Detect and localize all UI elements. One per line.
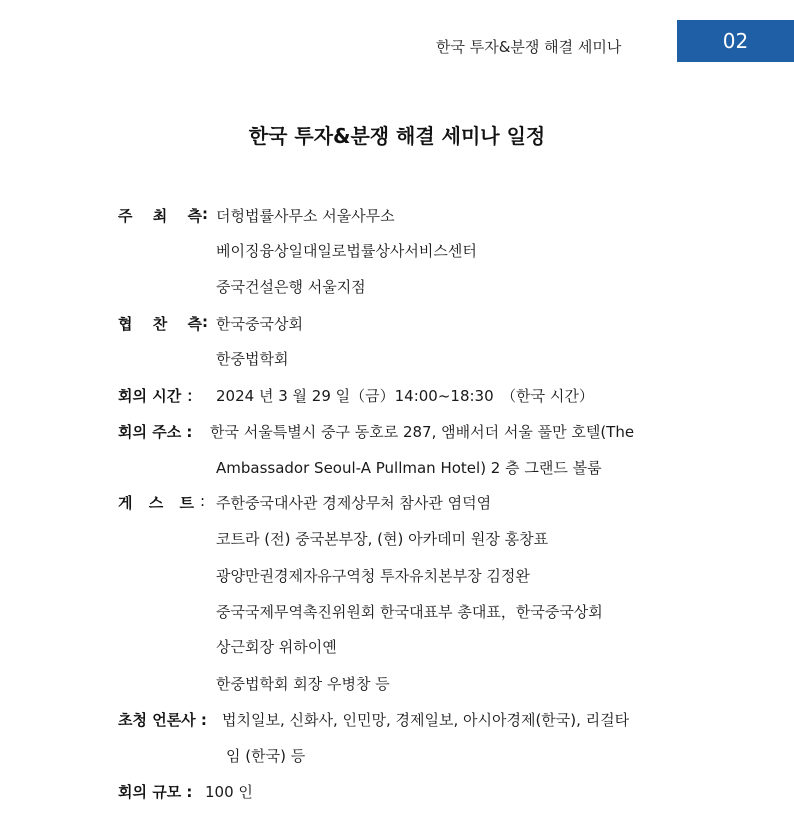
guests-label-char-2: 스 [148,494,164,512]
guest-line-2: 코트라 (전) 중국본부장, (현) 아카데미 원장 홍창표 [216,530,549,548]
host-label [118,205,202,226]
sponsor-label [118,313,202,334]
guest-line-6: 한중법학회 회장 우병창 등 [216,675,390,693]
guest-line-3: 광양만권경제자유구역청 투자유치본부장 김정완 [216,567,530,585]
guest-line-1: 주한중국대사관 경제상무처 참사관 염덕염 [216,494,492,512]
sponsor-label-char-2: 찬 [152,315,168,333]
address-line-1: 한국 서울특별시 중구 동호로 287, 앰배서더 서울 풀만 호텔(The [210,423,635,441]
sponsor-label-char-3: 측 [187,315,202,333]
time-label: 회의 시간 ： [118,387,202,405]
sponsor-line-1: 한국중국상회 [216,315,303,333]
address-line-2: Ambassador Seoul-A Pullman Hotel) 2 층 그랜드 볼룸 [216,459,602,477]
time-value: 2024 년 3 월 29 일（금）14:00~18:30 （한국 시간） [216,387,594,405]
host-line-3: 중국건설은행 서울지점 [216,278,366,296]
scale-label: 회의 규모 : [118,783,193,801]
host-label-char-2: 최 [152,207,168,225]
guests-label-char-3: 트 [179,494,194,512]
host-line-1: 더헝법률사무소 서울사무소 [216,207,395,225]
scale-value: 100 인 [205,783,253,801]
host-label-char-1: 주 [118,207,133,225]
host-label-char-3: 측 [187,207,202,225]
sponsor-colon: : [202,313,208,331]
sponsor-line-2: 한중법학회 [216,350,289,368]
sponsor-label-char-1: 협 [118,315,133,333]
host-colon: : [202,205,208,223]
guests-label-char-1: 게 [118,494,133,512]
media-line-1: 법치일보, 신화사, 인민망, 경제일보, 아시아경제(한국), 리걸타 [222,711,630,729]
host-line-2: 베이징융상일대일로법률상사서비스센터 [216,242,477,260]
address-label: 회의 주소 : [118,423,193,441]
guest-line-4: 중국국제무역촉진위원회 한국대표부 총대표，한국중국상회 [216,603,603,621]
media-line-2: 임 (한국) 등 [226,747,306,765]
guests-label [118,492,194,513]
page-number-badge: 02 [677,20,794,62]
guest-line-5: 상근회장 위하이옌 [216,638,337,656]
guests-colon: : [200,492,206,510]
document-title: 한국 투자&분쟁 해결 세미나 일정 [248,124,546,148]
header-title: 한국 투자&분쟁 해결 세미나 [436,38,622,56]
media-label: 초청 언론사 : [118,711,207,729]
